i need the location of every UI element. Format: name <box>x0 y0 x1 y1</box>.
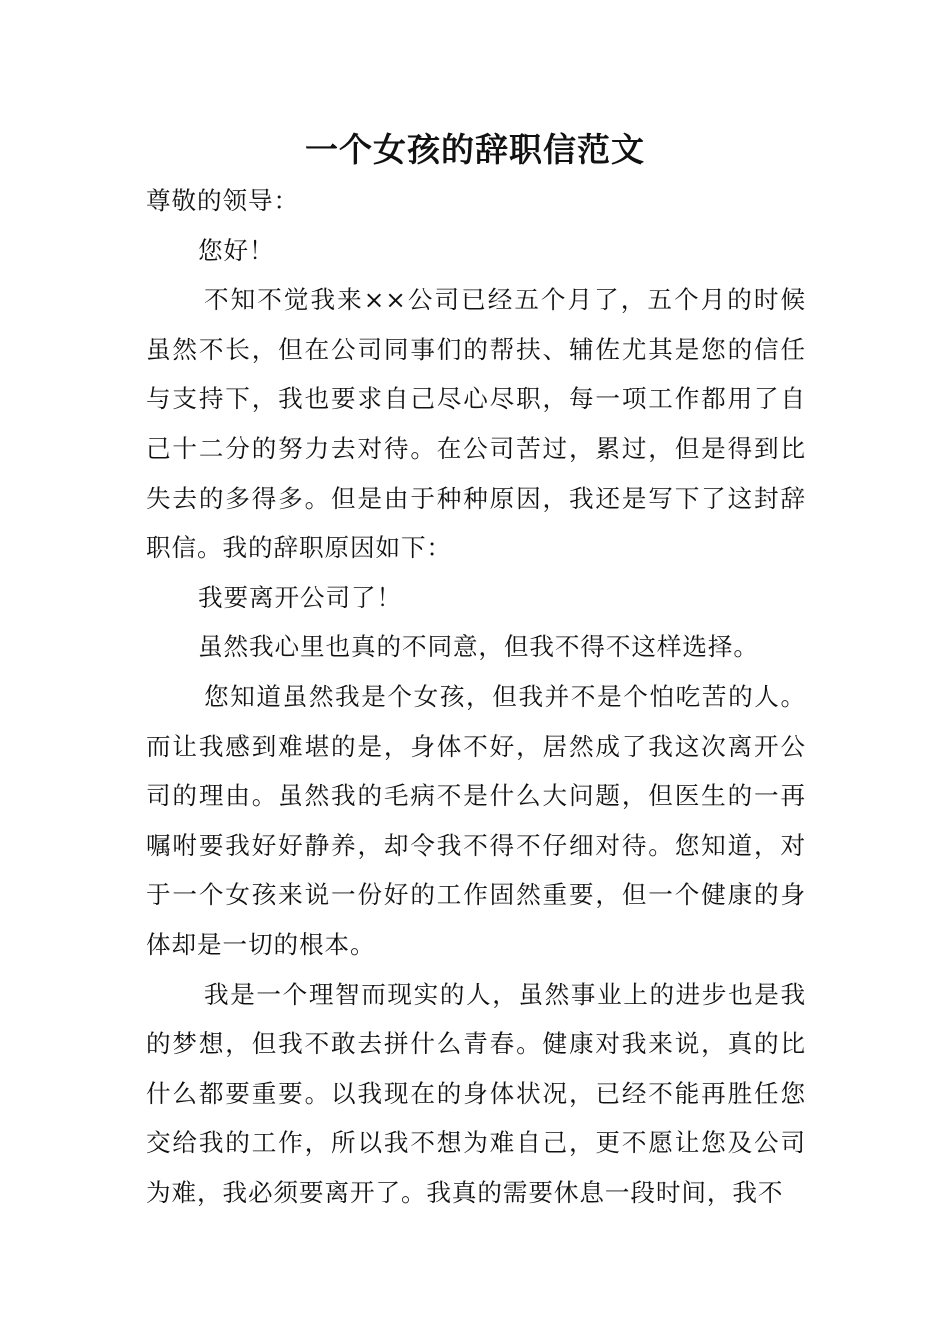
document-title: 一个女孩的辞职信范文 <box>305 130 645 169</box>
paragraph-5: 我是一个理智而现实的人，虽然事业上的进步也是我的梦想，但我不敢去拼什么青春。健康对我来说，真的比什么都要重要。以我现在的身体状况，已经不能再胜任您交给我的工作，所以我不想为难自己，更不愿让您及公司为难，我必须要离开了。我真的需要休息一段时间，我不 <box>146 979 806 1207</box>
document-body <box>146 176 806 1217</box>
paragraph-2: 我要离开公司了！ <box>198 582 402 612</box>
paragraph-1: 不知不觉我来××公司已经五个月了，五个月的时候虽然不长，但在公司同事们的帮扶、辅佐尤其是您的信任与支持下，我也要求自己尽心尽职，每一项工作都用了自己十二分的努力去对待。在公司苦过，累过，但是得到比失去的多得多。但是由于种种原因，我还是写下了这封辞职信。我的辞职原因如下： <box>146 285 806 563</box>
salutation: 尊敬的领导： <box>146 186 299 215</box>
paragraph-3: 虽然我心里也真的不同意，但我不得不这样选择。 <box>198 632 759 662</box>
paragraph-4: 您知道虽然我是个女孩，但我并不是个怕吃苦的人。而让我感到难堪的是，身体不好，居然成了我这次离开公司的理由。虽然我的毛病不是什么大问题，但医生的一再嘱咐要我好好静养，却令我不得不仔细对待。您知道，对于一个女孩来说一份好的工作固然重要，但一个健康的身体却是一切的根本。 <box>146 681 806 959</box>
greeting: 您好！ <box>198 235 275 265</box>
